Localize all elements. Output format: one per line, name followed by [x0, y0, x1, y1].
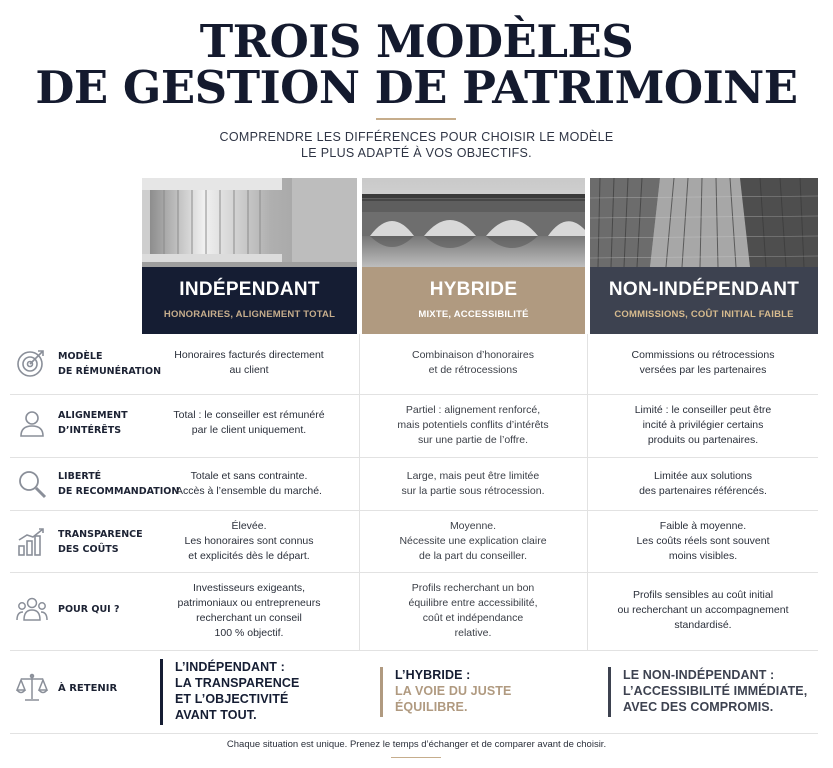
cell-line: Élevée. — [231, 520, 267, 532]
cell-line: recherchant un conseil — [196, 612, 302, 624]
row-label-a-retenir: À RETENIR — [58, 683, 118, 694]
subtitle-line-2: LE PLUS ADAPTÉ À VOS OBJECTIFS. — [301, 146, 532, 160]
cell-line: équilibre entre accessibilité, — [408, 597, 538, 609]
cell-line: Limité : le conseiller peut être — [634, 404, 772, 416]
column-name: NON-INDÉPENDANT — [608, 279, 800, 300]
row-label-line: LIBERTÉ — [58, 471, 102, 482]
cell-hybride-remuneration — [373, 348, 573, 378]
row-label-line: ALIGNEMENT — [58, 410, 128, 421]
cell-line: et explicités dès le départ. — [188, 550, 310, 562]
cell-independant-liberte — [149, 469, 349, 499]
cell-hybride-pour-qui — [373, 581, 573, 641]
column-header-non-independant — [590, 267, 818, 334]
cell-line: Investisseurs exigeants, — [192, 582, 306, 594]
stone-bridge-photo — [362, 178, 585, 267]
target-icon — [16, 347, 48, 379]
retain-non-independant — [608, 667, 807, 717]
retain-independant — [160, 659, 299, 725]
page-title-line-1: TROIS MODÈLES — [199, 15, 634, 68]
retain-line: AVEC DES COMPROMIS. — [623, 700, 774, 714]
cell-independant-alignement — [149, 408, 349, 438]
magnifier-icon — [16, 468, 48, 500]
cell-line: Moyenne. — [449, 520, 497, 532]
cell-line: Accès à l’ensemble du marché. — [176, 485, 322, 497]
user-icon — [16, 408, 48, 440]
row-label-alignement — [58, 408, 128, 438]
cell-line: patrimoniaux ou entrepreneurs — [177, 597, 321, 609]
cell-line: Faible à moyenne. — [659, 520, 747, 532]
cell-non-independant-transparence — [603, 519, 803, 564]
cell-independant-remuneration — [149, 348, 349, 378]
cell-line: des partenaires référencés. — [639, 485, 767, 497]
retain-line: AVANT TOUT. — [175, 708, 257, 722]
column-header-hybride — [362, 267, 585, 334]
cell-line: Commissions ou rétrocessions — [631, 349, 775, 361]
cell-hybride-liberte — [373, 469, 573, 499]
cell-line: moins visibles. — [668, 550, 738, 562]
cell-line: au client — [229, 364, 269, 376]
column-tagline: MIXTE, ACCESSIBILITÉ — [418, 309, 529, 320]
retain-line: ET L’OBJECTIVITÉ — [175, 692, 289, 706]
cell-non-independant-liberte — [603, 469, 803, 499]
cell-line: relative. — [454, 627, 492, 639]
footer-accent-line — [391, 757, 441, 758]
row-label-line: DE RÉMUNÉRATION — [58, 366, 162, 377]
retain-line: L’HYBRIDE : — [395, 668, 471, 682]
row-label-line: TRANSPARENCE — [58, 529, 143, 540]
cell-line: de la part du conseiller. — [419, 550, 527, 562]
column-tagline: HONORAIRES, ALIGNEMENT TOTAL — [163, 309, 336, 320]
cell-line: Nécessite une explication claire — [399, 535, 547, 547]
column-name: HYBRIDE — [429, 279, 518, 300]
cell-line: Total : le conseiller est rémunéré — [173, 409, 325, 421]
cell-line: et de rétrocessions — [428, 364, 518, 376]
cell-independant-transparence — [149, 519, 349, 564]
cell-line: coût et indépendance — [422, 612, 524, 624]
cell-independant-pour-qui — [149, 581, 349, 641]
column-divider — [359, 334, 360, 650]
retain-line: LE NON-INDÉPENDANT : — [623, 668, 775, 682]
cell-hybride-transparence — [373, 519, 573, 564]
retain-line: LA VOIE DU JUSTE — [395, 684, 512, 698]
cell-line: standardisé. — [674, 619, 732, 631]
row-divider — [10, 510, 818, 511]
column-tagline: COMMISSIONS, COÛT INITIAL FAIBLE — [614, 309, 794, 320]
cell-line: Les honoraires sont connus — [184, 535, 314, 547]
row-label-line: DE RECOMMANDATION — [58, 486, 180, 497]
cell-line: Profils sensibles au coût initial — [632, 589, 774, 601]
retain-hybride — [380, 667, 511, 717]
cell-line: Limitée aux solutions — [653, 470, 753, 482]
cell-line: produits ou partenaires. — [647, 434, 759, 446]
classical-column-photo — [142, 178, 357, 267]
cell-line: mais potentiels conflits d’intérêts — [397, 419, 549, 431]
cell-line: sur une partie de l’offre. — [417, 434, 529, 446]
cell-line: versées par les partenaires — [639, 364, 767, 376]
cell-line: Les coûts réels sont souvent — [636, 535, 770, 547]
cell-line: sur la partie sous rétrocession. — [401, 485, 545, 497]
row-divider — [10, 394, 818, 395]
row-label-line: POUR QUI ? — [58, 604, 120, 615]
page-title-line-2: DE GESTION DE PATRIMOINE — [35, 61, 798, 114]
bar-chart-icon — [16, 526, 48, 558]
cell-line: incité à privilégier certains — [642, 419, 764, 431]
column-name: INDÉPENDANT — [179, 279, 320, 300]
row-label-line: MODÈLE — [58, 351, 103, 362]
cell-line: Profils recherchant un bon — [411, 582, 535, 594]
scales-icon — [16, 672, 48, 704]
cell-line: par le client uniquement. — [191, 424, 307, 436]
retain-line: L’ACCESSIBILITÉ IMMÉDIATE, — [623, 684, 808, 698]
cell-non-independant-remuneration — [603, 348, 803, 378]
retain-line: LA TRANSPARENCE — [175, 676, 300, 690]
row-divider — [10, 650, 818, 651]
footer-divider — [10, 733, 818, 734]
title-divider — [376, 118, 456, 120]
row-label-transparence — [58, 527, 143, 557]
subtitle-line-1: COMPRENDRE LES DIFFÉRENCES POUR CHOISIR LE MODÈLE — [219, 130, 614, 144]
footer-note: Chaque situation est unique. Prenez le temps d’échanger et de comparer avant de choisir. — [226, 739, 607, 750]
group-icon — [16, 594, 48, 626]
glass-tower-photo — [590, 178, 818, 267]
column-divider — [587, 334, 588, 650]
cell-line: ou recherchant un accompagnement — [617, 604, 789, 616]
retain-line: L’INDÉPENDANT : — [175, 660, 285, 674]
cell-non-independant-pour-qui — [603, 588, 803, 633]
column-header-independant — [142, 267, 357, 334]
row-divider — [10, 457, 818, 458]
cell-line: Large, mais peut être limitée — [406, 470, 540, 482]
cell-line: Partiel : alignement renforcé, — [405, 404, 541, 416]
cell-line: 100 % objectif. — [214, 627, 284, 639]
cell-line: Honoraires facturés directement — [174, 349, 324, 361]
cell-non-independant-alignement — [603, 403, 803, 448]
row-divider — [10, 572, 818, 573]
cell-line: Combinaison d’honoraires — [412, 349, 534, 361]
row-label-remuneration — [58, 349, 161, 379]
row-label-pour-qui — [58, 602, 120, 617]
cell-line: Totale et sans contrainte. — [190, 470, 308, 482]
cell-hybride-alignement — [373, 403, 573, 448]
retain-line: ÉQUILIBRE. — [395, 700, 468, 714]
row-label-line: D’INTÉRÊTS — [58, 425, 122, 436]
row-label-line: DES COÛTS — [58, 544, 119, 555]
